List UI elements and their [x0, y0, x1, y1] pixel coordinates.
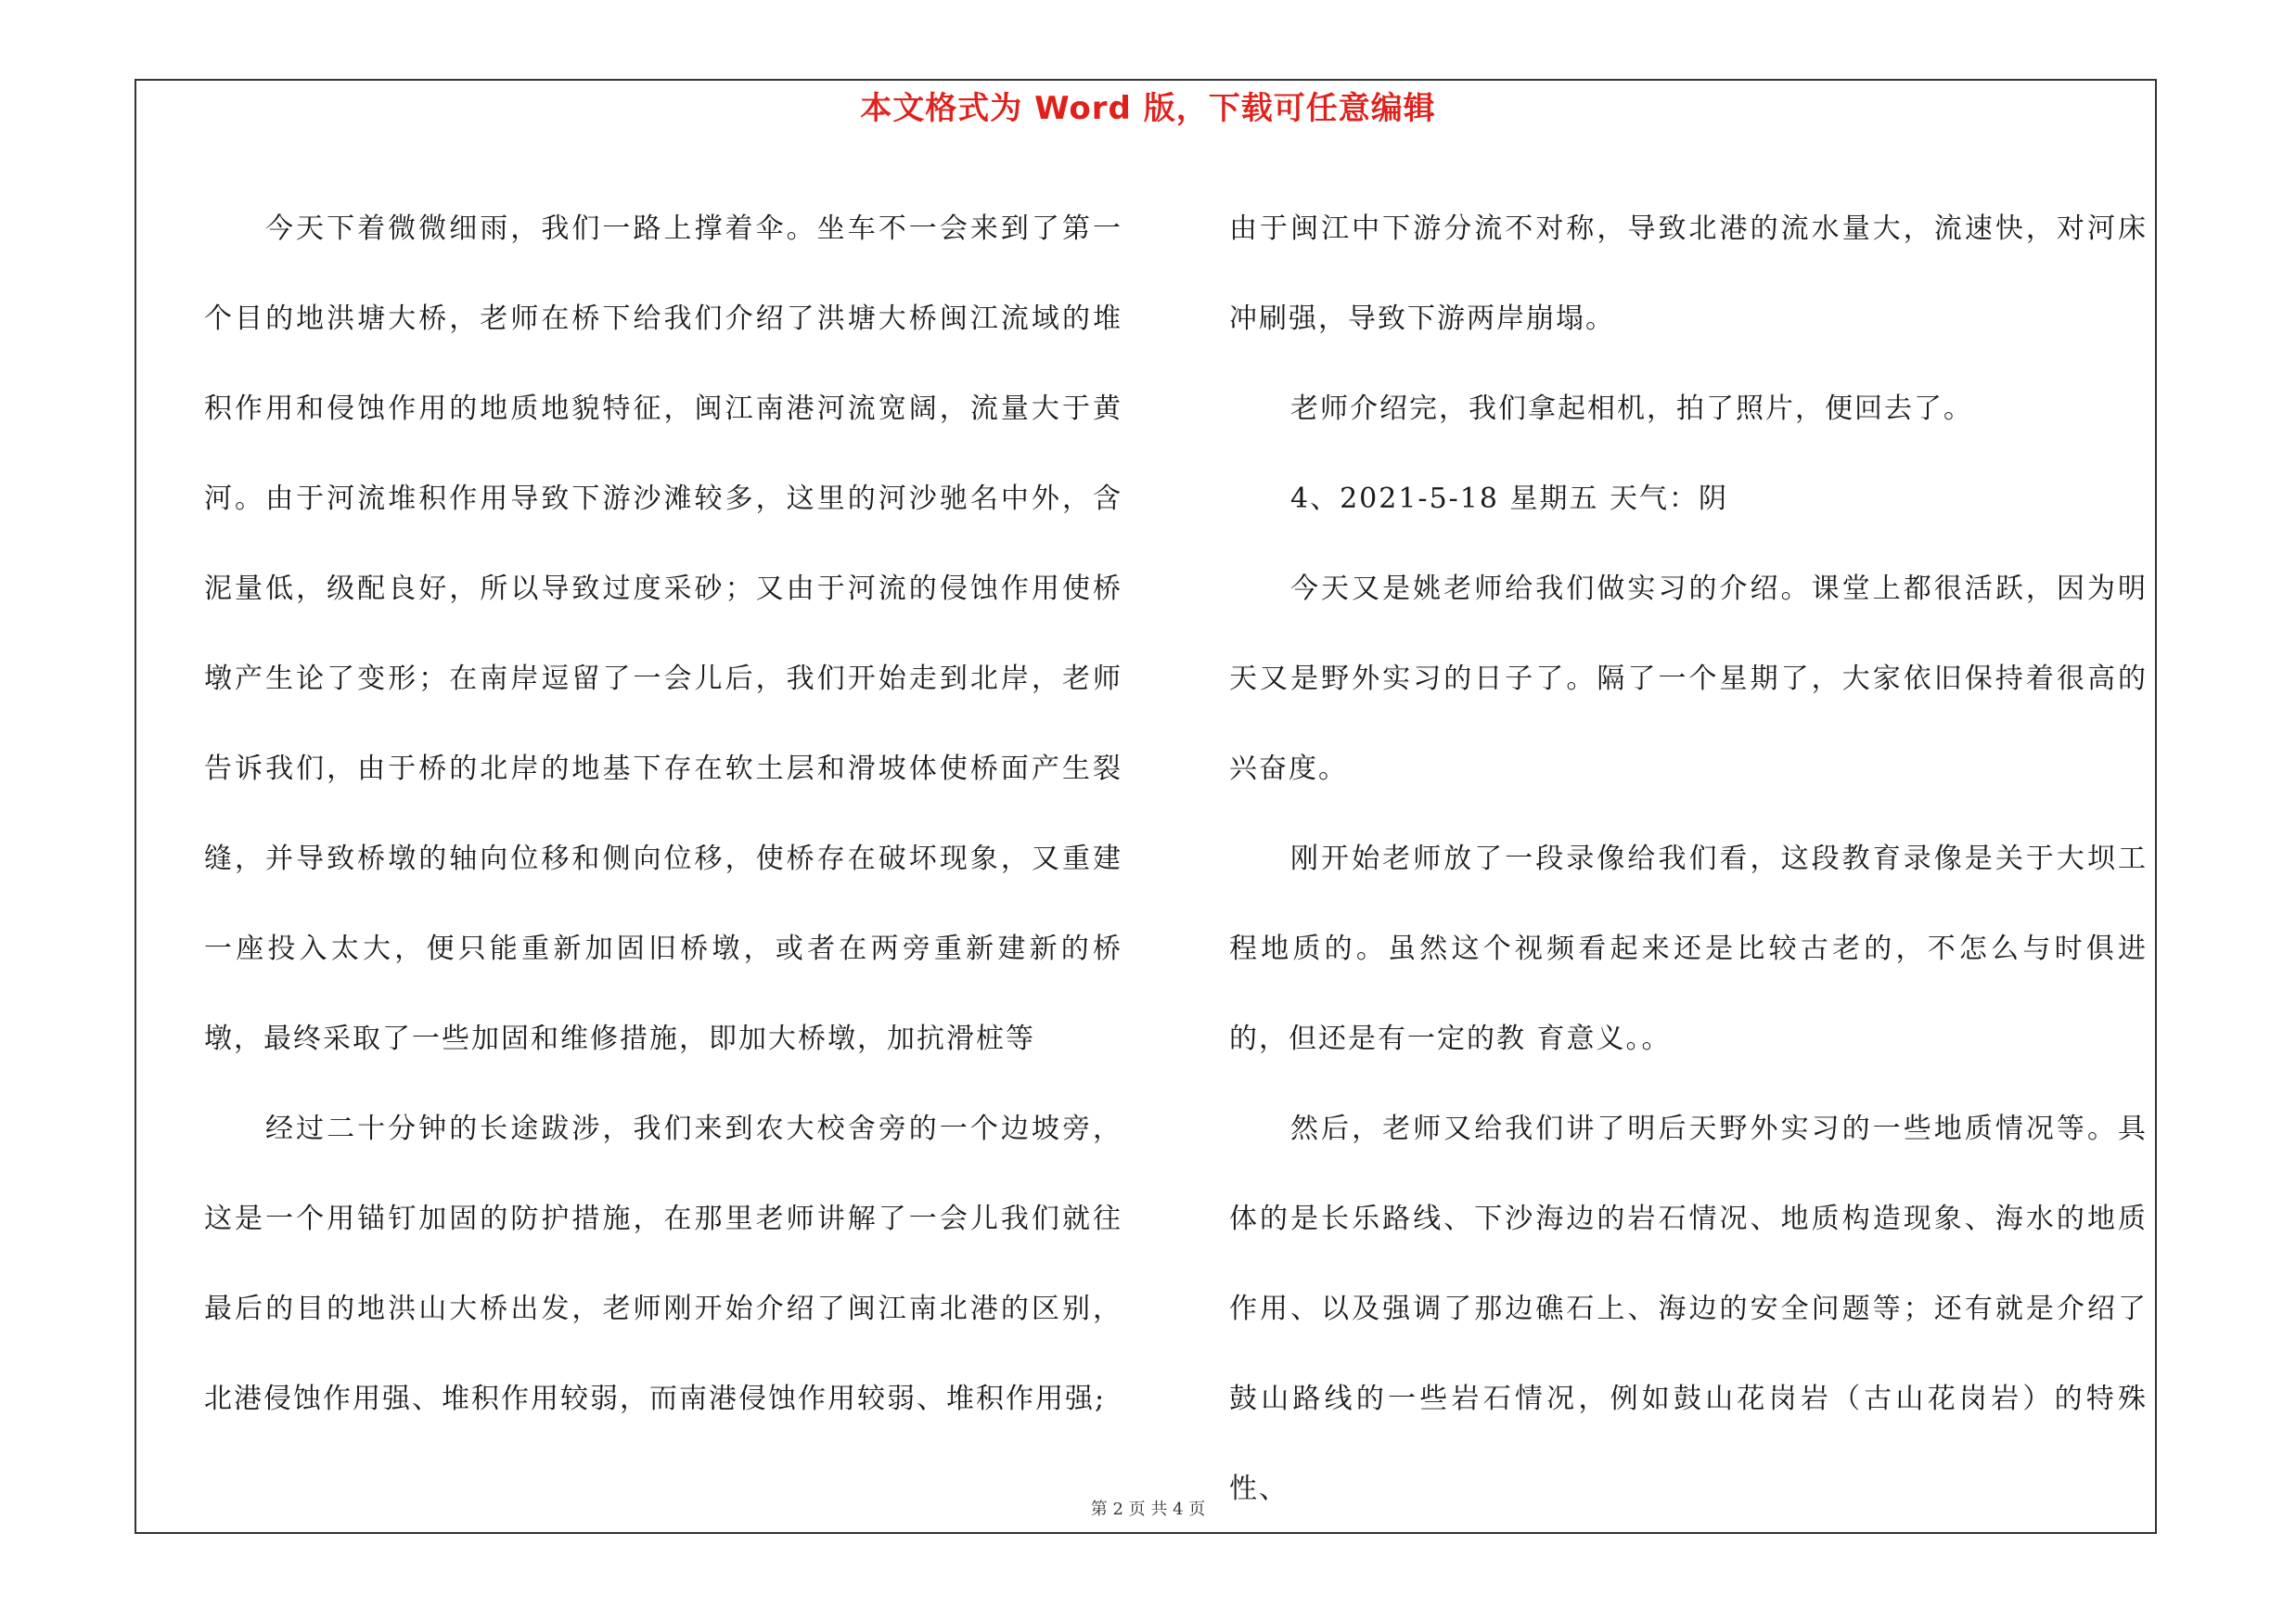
paragraph: 然后，老师又给我们讲了明后天野外实习的一些地质情况等。具体的是长乐路线、下沙海边的岩石情况、地质构造现象、海水的地质作用、以及强调了那边礁石上、海边的安全问题等；还有就是介绍了鼓山路线的一些岩石情况，例如鼓山花岗岩（古山花岗岩）的特殊性、: [1229, 1113, 2148, 1505]
paragraph: 今天又是姚老师给我们做实习的介绍。课堂上都很活跃，因为明天又是野外实习的日子了。隔了一个星期了，大家依旧保持着很高的兴奋度。: [1229, 573, 2148, 785]
paragraph-continuation: 由于闽江中下游分流不对称，导致北港的流水量大，流速快，对河床冲刷强，导致下游两岸崩塌。: [1229, 213, 2148, 335]
paragraph: 今天下着微微细雨，我们一路上撑着伞。坐车不一会来到了第一个目的地洪塘大桥，老师在桥下给我们介绍了洪塘大桥闽江流域的堆积作用和侵蚀作用的地质地貌特征，闽江南港河流宽阔，流量大于黄河。由于河流堆积作用导致下游沙滩较多，这里的河沙驰名中外，含泥量低，级配良好，所以导致过度采砂；又由于河流的侵蚀作用使桥墩产生论了变形；在南岸逗留了一会儿后，我们开始走到北岸，老师告诉我们，由于桥的北岸的地基下存在软土层和滑坡体使桥面产生裂缝，并导致桥墩的轴向位移和侧向位移，使桥存在破坏现象，又重建一座投入太大，便只能重新加固旧桥墩，或者在两旁重新建新的桥墩，最终采取了一些加固和维修措施，即加大桥墩，加抗滑桩等: [204, 213, 1122, 1055]
paragraph: 刚开始老师放了一段录像给我们看，这段教育录像是关于大坝工程地质的。虽然这个视频看起来还是比较古老的，不怎么与时俱进的，但还是有一定的教 育意义。。: [1229, 843, 2148, 1055]
left-text-column: [204, 184, 1122, 1427]
right-text-column: [1229, 184, 2148, 1505]
word-format-banner: 本文格式为 Word 版，下载可任意编辑: [860, 90, 1436, 127]
paragraph: 老师介绍完，我们拿起相机，拍了照片，便回去了。: [1290, 393, 1973, 425]
date-heading: 4、2021-5-18 星期五 天气：阴: [1290, 483, 1729, 515]
page-number-footer: 第 2 页 共 4 页: [1090, 1500, 1206, 1519]
paragraph: 经过二十分钟的长途跋涉，我们来到农大校舍旁的一个边坡旁，这是一个用锚钉加固的防护措施，在那里老师讲解了一会儿我们就往最后的目的地洪山大桥出发，老师刚开始介绍了闽江南北港的区别，北港侵蚀作用强、堆积作用较弱，而南港侵蚀作用较弱、堆积作用强;: [204, 1113, 1122, 1415]
